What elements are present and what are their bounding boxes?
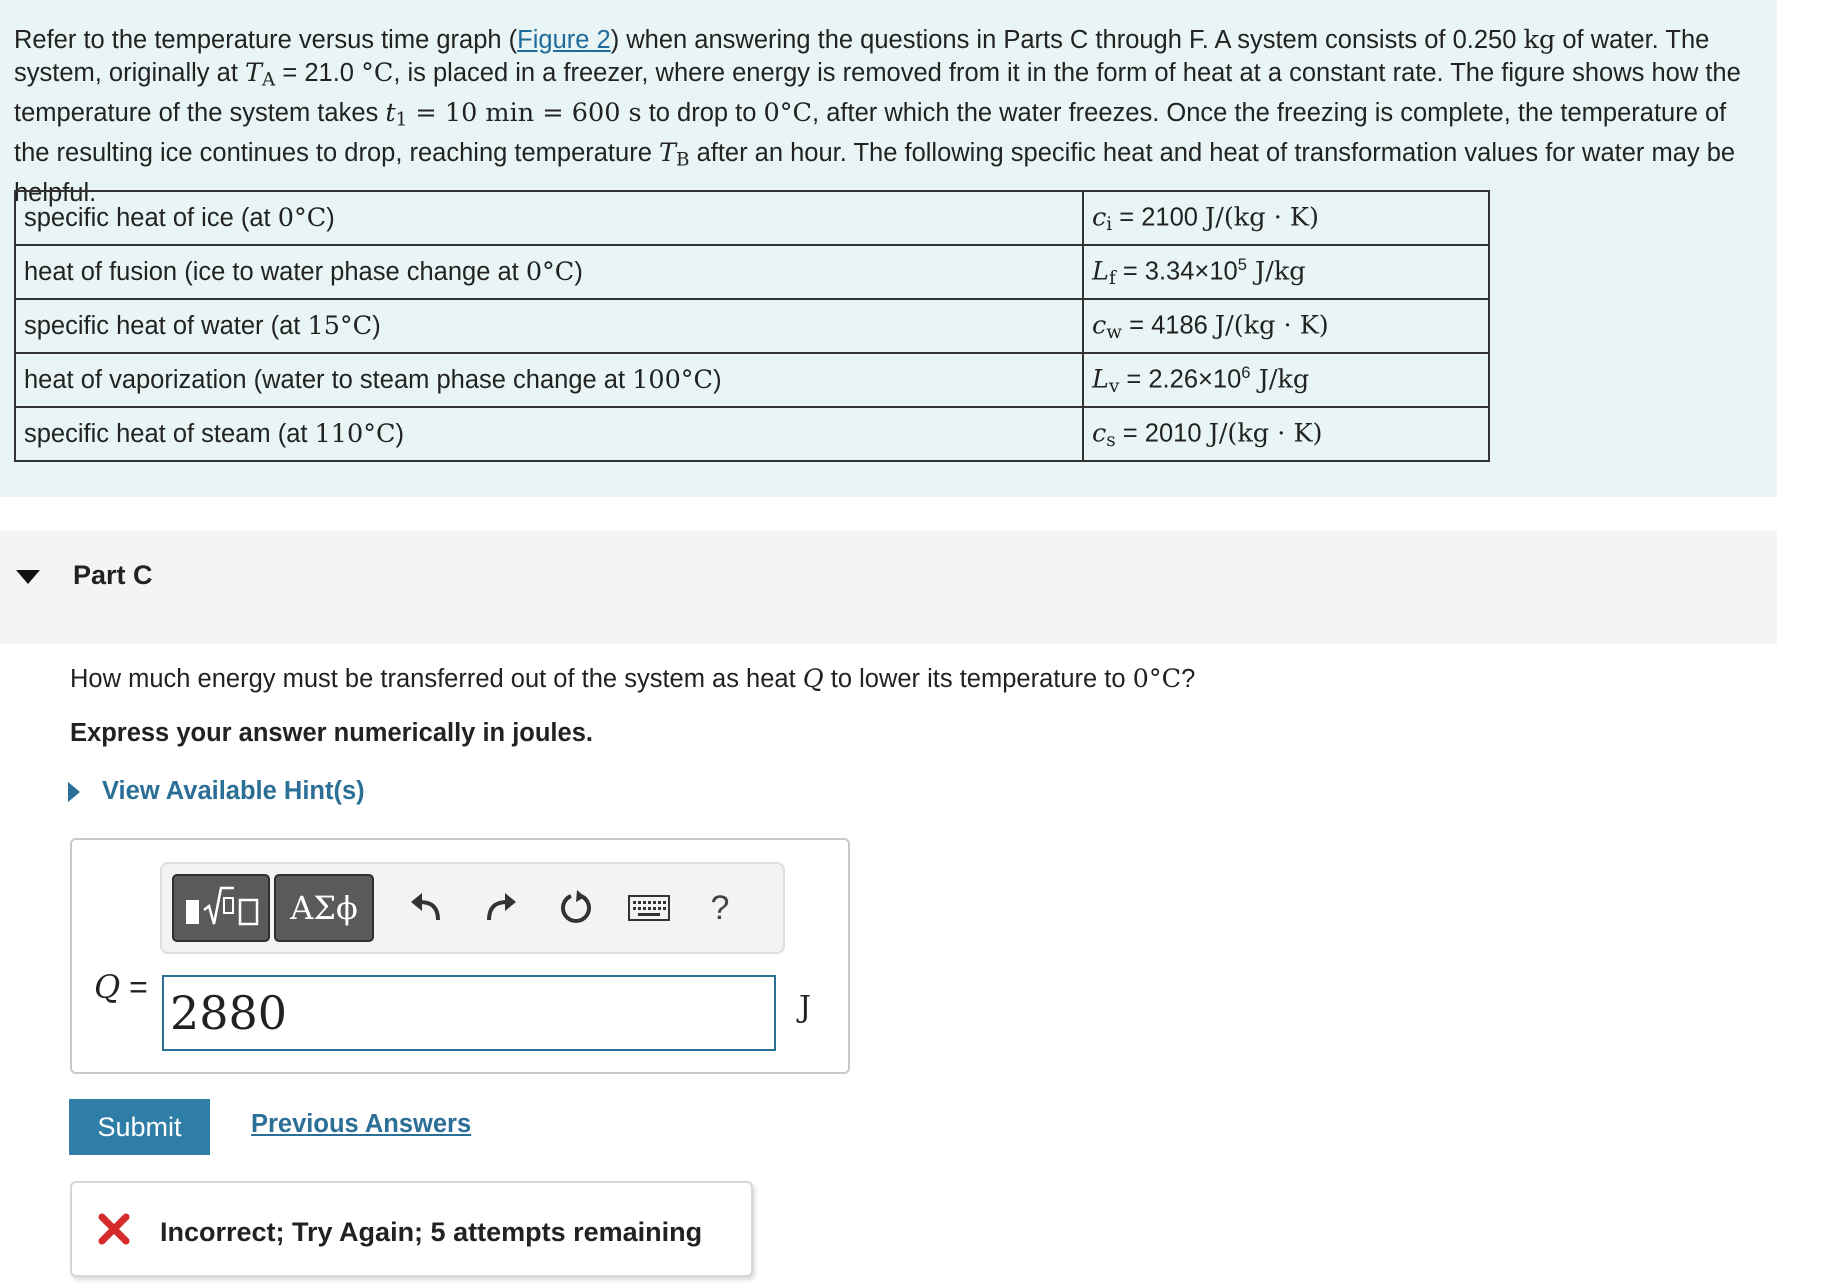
constant-label: specific heat of ice (at 0°C) — [15, 191, 1083, 245]
keyboard-icon[interactable] — [625, 882, 673, 934]
constants-table — [14, 190, 1490, 462]
view-hints-link[interactable] — [68, 777, 365, 806]
problem-statement: Refer to the temperature versus time graph (Figure 2) when answering the questions in Parts C through F. A system consists of 0.250 kg of water. The system, originally at $T_A = 21.0$ °C, is placed in a freezer, where energy is removed from it in the form of heat at a constant rate. The figure shows how the temperature of the system takes $t_1 = 10$ min = 600 s to drop to 0°C, after which the water freezes. Once the freezing is complete, the temperature of the resulting ice continues to drop, reaching temperature $T_B$ after an hour. The following specific heat and heat of transformation values for water may be helpful. — [14, 25, 1741, 207]
constants-row — [15, 353, 1489, 407]
help-button[interactable]: ? — [710, 888, 730, 927]
submit-button[interactable]: Submit — [69, 1099, 210, 1155]
part-title: Part C — [73, 560, 153, 590]
undo-icon[interactable] — [402, 882, 450, 934]
constant-label: heat of fusion (ice to water phase change at 0°C) — [15, 245, 1083, 299]
previous-answers-link[interactable]: Previous Answers — [251, 1110, 472, 1138]
part-header-bar[interactable] — [0, 531, 1777, 644]
figure-2-link[interactable]: Figure 2 — [517, 26, 611, 54]
constants-row — [15, 407, 1489, 461]
collapse-caret-icon[interactable] — [16, 570, 40, 584]
expand-triangle-icon — [68, 782, 80, 802]
hints-label: View Available Hint(s) — [102, 777, 365, 805]
constant-label: heat of vaporization (water to steam phase change at 100°C) — [15, 353, 1083, 407]
answer-container — [70, 838, 850, 1074]
answer-instruction: Express your answer numerically in joules. — [70, 719, 593, 747]
feedback-box — [70, 1181, 753, 1277]
constant-value: $c_w = 4186$ J/(kg · K) — [1083, 299, 1489, 353]
math-toolbar — [160, 862, 785, 954]
templates-button[interactable] — [172, 874, 270, 942]
greek-symbols-button[interactable]: ΑΣϕ — [274, 874, 374, 942]
constants-row — [15, 245, 1489, 299]
answer-input[interactable] — [162, 975, 776, 1051]
redo-icon[interactable] — [477, 882, 525, 934]
constant-label: specific heat of water (at 15°C) — [15, 299, 1083, 353]
reset-icon[interactable] — [552, 882, 600, 934]
problem-intro-panel — [0, 0, 1777, 497]
feedback-message: Incorrect; Try Again; 5 attempts remaining — [160, 1217, 703, 1247]
constant-value: $c_i = 2100$ J/(kg · K) — [1083, 191, 1489, 245]
constant-value: $L_f = 3.34\times 10^5$ J/kg — [1083, 245, 1489, 299]
incorrect-x-icon — [98, 1213, 130, 1250]
answer-variable-label: Q = — [94, 968, 148, 1006]
constants-row — [15, 191, 1489, 245]
constant-value: $c_s = 2010$ J/(kg · K) — [1083, 407, 1489, 461]
constants-row — [15, 299, 1489, 353]
templates-icon — [174, 876, 268, 940]
constant-label: specific heat of steam (at 110°C) — [15, 407, 1083, 461]
answer-unit: J — [799, 990, 812, 1025]
question-text: How much energy must be transferred out of the system as heat Q to lower its temperature to 0°C? — [70, 664, 1196, 694]
constant-value: $L_v = 2.26\times 10^6$ J/kg — [1083, 353, 1489, 407]
